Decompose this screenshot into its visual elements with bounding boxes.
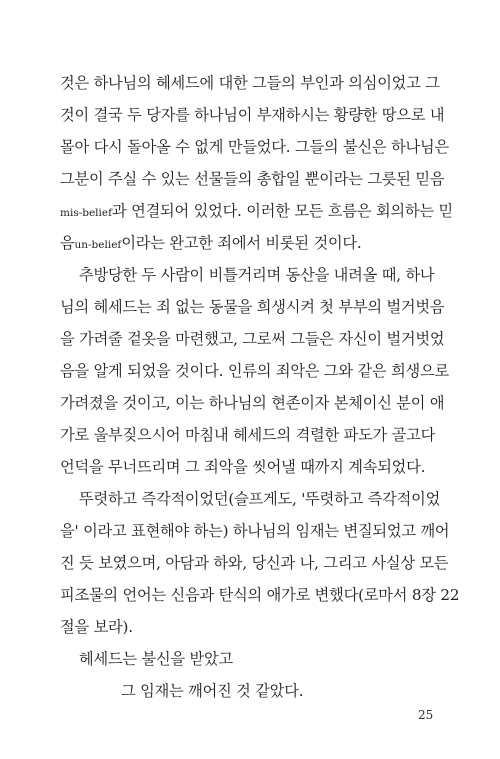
- text-line: [60, 201, 453, 223]
- line-text: 이라는 완고한 죄에서 비롯된 것이다.: [121, 234, 362, 252]
- line-text: 절을 보라).: [60, 618, 133, 636]
- text-line: [60, 553, 448, 573]
- text-line: [60, 297, 444, 317]
- text-line: [60, 585, 459, 605]
- text-line: [60, 425, 435, 445]
- paragraph-first-line: [79, 489, 440, 509]
- text-line: [60, 393, 444, 413]
- text-line: [60, 169, 444, 189]
- line-text: 님의 헤세드는 죄 없는 동물을 희생시켜 첫 부부의 벌거벗음: [60, 298, 445, 316]
- text-line: [60, 457, 425, 477]
- line-text: 피조물의 언어는 신음과 탄식의 애가로 변했다(로마서 8장 22: [60, 586, 460, 604]
- text-line: [60, 233, 362, 255]
- line-text: 을 가려줄 겉옷을 마련했고, 그로써 그들은 자신이 벌거벗었: [60, 330, 445, 348]
- line-text: 가려졌을 것이고, 이는 하나님의 현존이자 본체이신 분이 애: [60, 394, 445, 412]
- line-text: 그 임재는 깨어진 것 같았다.: [121, 682, 304, 700]
- line-text: 추방당한 두 사람이 비틀거리며 동산을 내려올 때, 하나: [79, 266, 435, 284]
- text-line: [60, 329, 444, 349]
- text-line: [60, 73, 440, 93]
- page-number: 25: [418, 708, 434, 722]
- line-text: 몰아 다시 돌아올 수 없게 만들었다. 그들의 불신은 하나님은: [60, 138, 449, 156]
- poem-line: [121, 681, 303, 701]
- text-line: [60, 617, 133, 637]
- line-text: 그분이 주실 수 있는 선물들의 총합일 뿐이라는 그릇된 믿음: [60, 170, 445, 188]
- line-text: 과 연결되어 있었다. 이러한 모든 흐름은 회의하는 믿: [112, 202, 453, 220]
- line-text: 것은 하나님의 헤세드에 대한 그들의 부인과 의심이었고 그: [60, 74, 440, 92]
- line-text: 음: [60, 234, 75, 252]
- line-text: 것이 결국 두 당자를 하나님이 부재하시는 황량한 땅으로 내: [60, 106, 445, 124]
- english-gloss: mis-belief: [60, 207, 113, 219]
- text-line: [60, 137, 449, 157]
- line-text: 을' 이라고 표현해야 하는) 하나님의 임재는 변질되었고 깨어: [60, 522, 450, 540]
- line-text: 헤세드는 불신을 받았고: [79, 650, 233, 668]
- text-line: [60, 105, 444, 125]
- line-text: 뚜렷하고 즉각적이었던(슬프게도, '뚜렷하고 즉각적이었: [79, 490, 441, 508]
- english-gloss: un-belief: [74, 239, 122, 251]
- text-line: [60, 521, 449, 541]
- line-text: 언덕을 무너뜨리며 그 죄악을 씻어낼 때까지 계속되었다.: [60, 458, 426, 476]
- line-text: 가로 울부짖으시어 마침내 헤세드의 격렬한 파도가 골고다: [60, 426, 436, 444]
- poem-line: [79, 649, 233, 669]
- line-text: 진 듯 보였으며, 아담과 하와, 당신과 나, 그리고 사실상 모든: [60, 554, 449, 572]
- paragraph-first-line: [79, 265, 434, 285]
- text-line: [60, 361, 449, 381]
- line-text: 음을 알게 되었을 것이다. 인류의 죄악은 그와 같은 희생으로: [60, 362, 449, 380]
